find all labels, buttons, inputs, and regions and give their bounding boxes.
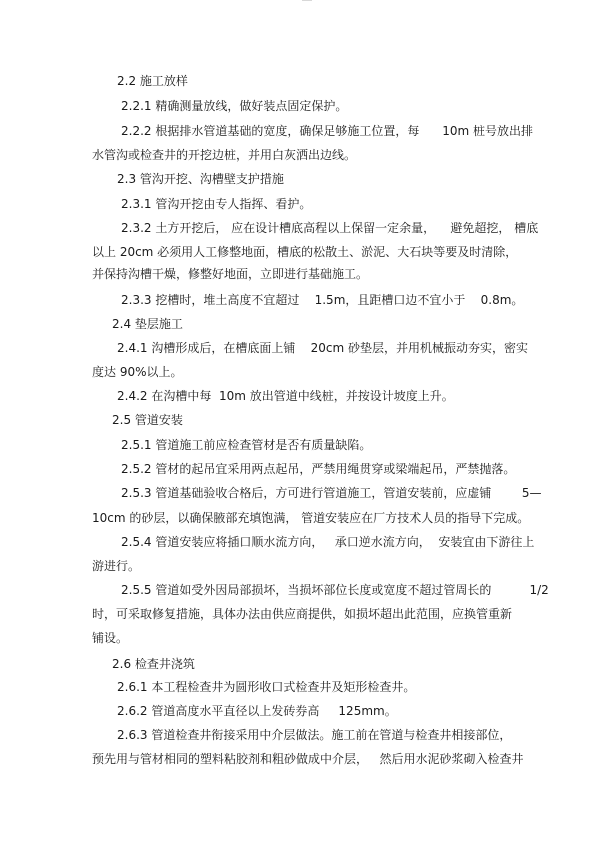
- paragraph-2-2-2-cont: 水管沟或检查井的开挖边桩，并用白灰洒出边线。: [92, 148, 357, 162]
- paragraph-2-5-1: 2.5.1 管道施工前应检查管材是否有质量缺陷。: [121, 438, 372, 452]
- paragraph-2-3-1: 2.3.1 管沟开挖由专人指挥、看护。: [121, 197, 312, 211]
- paragraph-2-5-2: 2.5.2 管材的起吊宜采用两点起吊，严禁用绳贯穿或梁端起吊，严禁抛落。: [121, 462, 516, 476]
- paragraph-2-3-2-cont-2: 并保持沟槽干燥，修整好地面，立即进行基础施工。: [92, 267, 369, 281]
- section-heading-2-2: 2.2 施工放样: [117, 74, 188, 88]
- section-heading-2-6: 2.6 检查井浇筑: [112, 657, 195, 671]
- section-heading-2-3: 2.3 管沟开挖、沟槽壁支护措施: [117, 172, 284, 186]
- paragraph-2-6-3-cont: 预先用与管材相同的塑料粘胶剂和粗砂做成中介层， 然后用水泥砂浆砌入检查井: [92, 752, 524, 766]
- paragraph-2-2-2: 2.2.2 根据排水管道基础的宽度，确保足够施工位置，每 10m 桩号放出排: [121, 124, 534, 138]
- paragraph-2-3-2-cont-1: 以上 20cm 必须用人工修整地面，槽底的松散土、淤泥、大石块等要及时清除，: [92, 245, 518, 259]
- paragraph-2-5-5: 2.5.5 管道如受外因局部损坏，当损坏部位长度或宽度不超过管周长的 1/2: [121, 583, 549, 597]
- paragraph-2-6-1: 2.6.1 本工程检查井为圆形收口式检查井及矩形检查井。: [117, 680, 416, 694]
- paragraph-2-2-1: 2.2.1 精确测量放线，做好装点固定保护。: [121, 99, 348, 113]
- paragraph-2-3-2: 2.3.2 土方开挖后， 应在设计槽底高程以上保留一定余量， 避免超挖， 槽底: [121, 221, 539, 235]
- paragraph-2-5-3: 2.5.3 管道基础验收合格后，方可进行管道施工，管道安装前，应虚铺 5—: [121, 486, 542, 500]
- paragraph-2-3-3: 2.3.3 挖槽时，堆土高度不宜超过 1.5m，且距槽口边不宜小于 0.8m。: [121, 293, 524, 307]
- page-top-mark: [302, 0, 312, 3]
- paragraph-2-5-5-cont-1: 时，可采取修复措施，具体办法由供应商提供，如损坏超出此范围，应换管重新: [92, 607, 513, 621]
- paragraph-2-5-4: 2.5.4 管道安装应将插口顺水流方向， 承口逆水流方向， 安装宜由下游往上: [121, 535, 535, 549]
- paragraph-2-4-2: 2.4.2 在沟槽中每 10m 放出管道中线桩，并按设计坡度上升。: [117, 389, 454, 403]
- paragraph-2-5-4-cont: 游进行。: [92, 559, 141, 573]
- paragraph-2-4-1: 2.4.1 沟槽形成后，在槽底面上铺 20cm 砂垫层，并用机械振动夯实，密实: [117, 341, 528, 355]
- section-heading-2-5: 2.5 管道安装: [112, 413, 183, 427]
- paragraph-2-6-3: 2.6.3 管道检查井衔接采用中介层做法。施工前在管道与检查井相接部位，: [117, 728, 512, 742]
- paragraph-2-6-2: 2.6.2 管道高度水平直径以上发砖券高 125mm。: [117, 704, 397, 718]
- paragraph-2-5-3-cont: 10cm 的砂层，以确保腋部充填饱满， 管道安装应在厂方技术人员的指导下完成。: [92, 511, 530, 525]
- section-heading-2-4: 2.4 垫层施工: [112, 317, 183, 331]
- paragraph-2-5-5-cont-2: 铺设。: [92, 631, 129, 645]
- paragraph-2-4-1-cont: 度达 90%以上。: [92, 365, 183, 379]
